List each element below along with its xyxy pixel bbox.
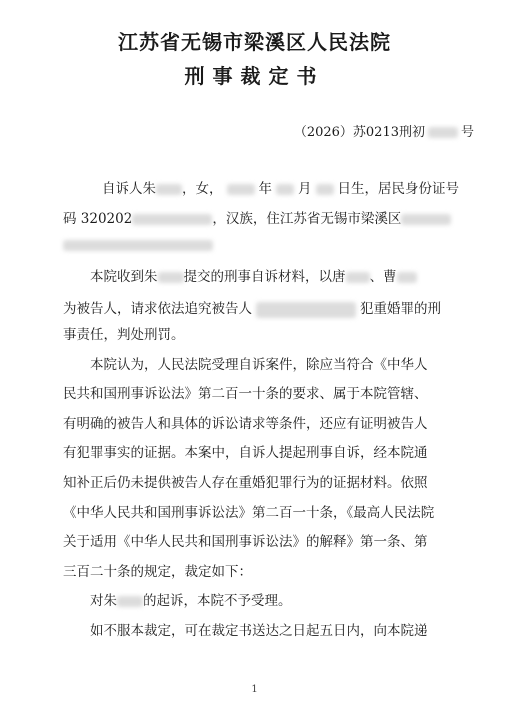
redacted-defendant-2 xyxy=(397,272,417,283)
complainant-info-line-2: 码 320202 ，汉族，住江苏省无锡市梁溪区 xyxy=(63,208,463,232)
redacted-defendants xyxy=(256,302,356,318)
court-opinion-line-3: 有明确的被告人和具体的诉讼请求等条件，还应有证明被告人 xyxy=(63,416,428,432)
materials-received-line-3: 事责任，判处刑罚。 xyxy=(63,327,185,343)
materials-received-line-1: 本院收到朱 提交的刑事自诉材料，以唐 、曹 xyxy=(63,266,463,290)
redacted-name xyxy=(117,596,143,607)
redacted-birth-day xyxy=(316,184,334,195)
appeal-notice-line: 如不服本裁定，可在裁定书送达之日起五日内，向本院递 xyxy=(63,623,428,639)
court-opinion-line-6: 《中华人民共和国刑事诉讼法》第二百一十条，《最高人民法院 xyxy=(63,505,435,521)
court-opinion-line-5: 知补正后仍未提供被告人存在重婚犯罪行为的证据材料。依照 xyxy=(63,475,428,491)
ruling-line: 对朱 的起诉，本院不予受理。 xyxy=(63,593,292,609)
court-opinion-line-1: 本院认为，人民法院受理自诉案件，除应当符合《中华人 xyxy=(63,357,428,373)
redacted-name xyxy=(158,272,184,283)
document-title: 刑事裁定书 xyxy=(184,64,325,88)
court-opinion-line-2: 民共和国刑事诉讼法》第二百一十条的要求、属于本院管辖、 xyxy=(63,386,428,402)
complainant-info-line-1: 自诉人朱 ，女， 年 月 日生，居民身份证号 xyxy=(75,181,459,197)
complainant-info-line-3 xyxy=(63,234,463,258)
redacted-defendant-1 xyxy=(346,272,370,283)
redacted-name xyxy=(156,184,182,195)
redacted-birth-month xyxy=(276,184,294,195)
redacted-case-serial xyxy=(428,127,458,138)
court-name: 江苏省无锡市梁溪区人民法院 xyxy=(118,30,391,54)
case-number-suffix: 号 xyxy=(460,125,474,140)
redacted-id-number xyxy=(132,214,212,225)
page-number: 1 xyxy=(251,684,258,695)
court-opinion-line-7: 关于适用《中华人民共和国刑事诉讼法》的解释》第一条、第 xyxy=(63,534,428,550)
redacted-address xyxy=(401,214,451,225)
case-number xyxy=(294,121,474,140)
redacted-birth-year xyxy=(227,184,255,195)
materials-received-line-2: 为被告人，请求依法追究被告人 犯重婚罪的刑 xyxy=(63,301,441,317)
case-number-prefix: （2026）苏0213刑初 xyxy=(293,125,425,140)
redacted-address-cont xyxy=(63,240,213,251)
court-opinion-line-8: 三百二十条的规定，裁定如下： xyxy=(63,564,252,580)
court-opinion-line-4: 有犯罪事实的证据。本案中，自诉人提起刑事自诉，经本院通 xyxy=(63,445,428,461)
